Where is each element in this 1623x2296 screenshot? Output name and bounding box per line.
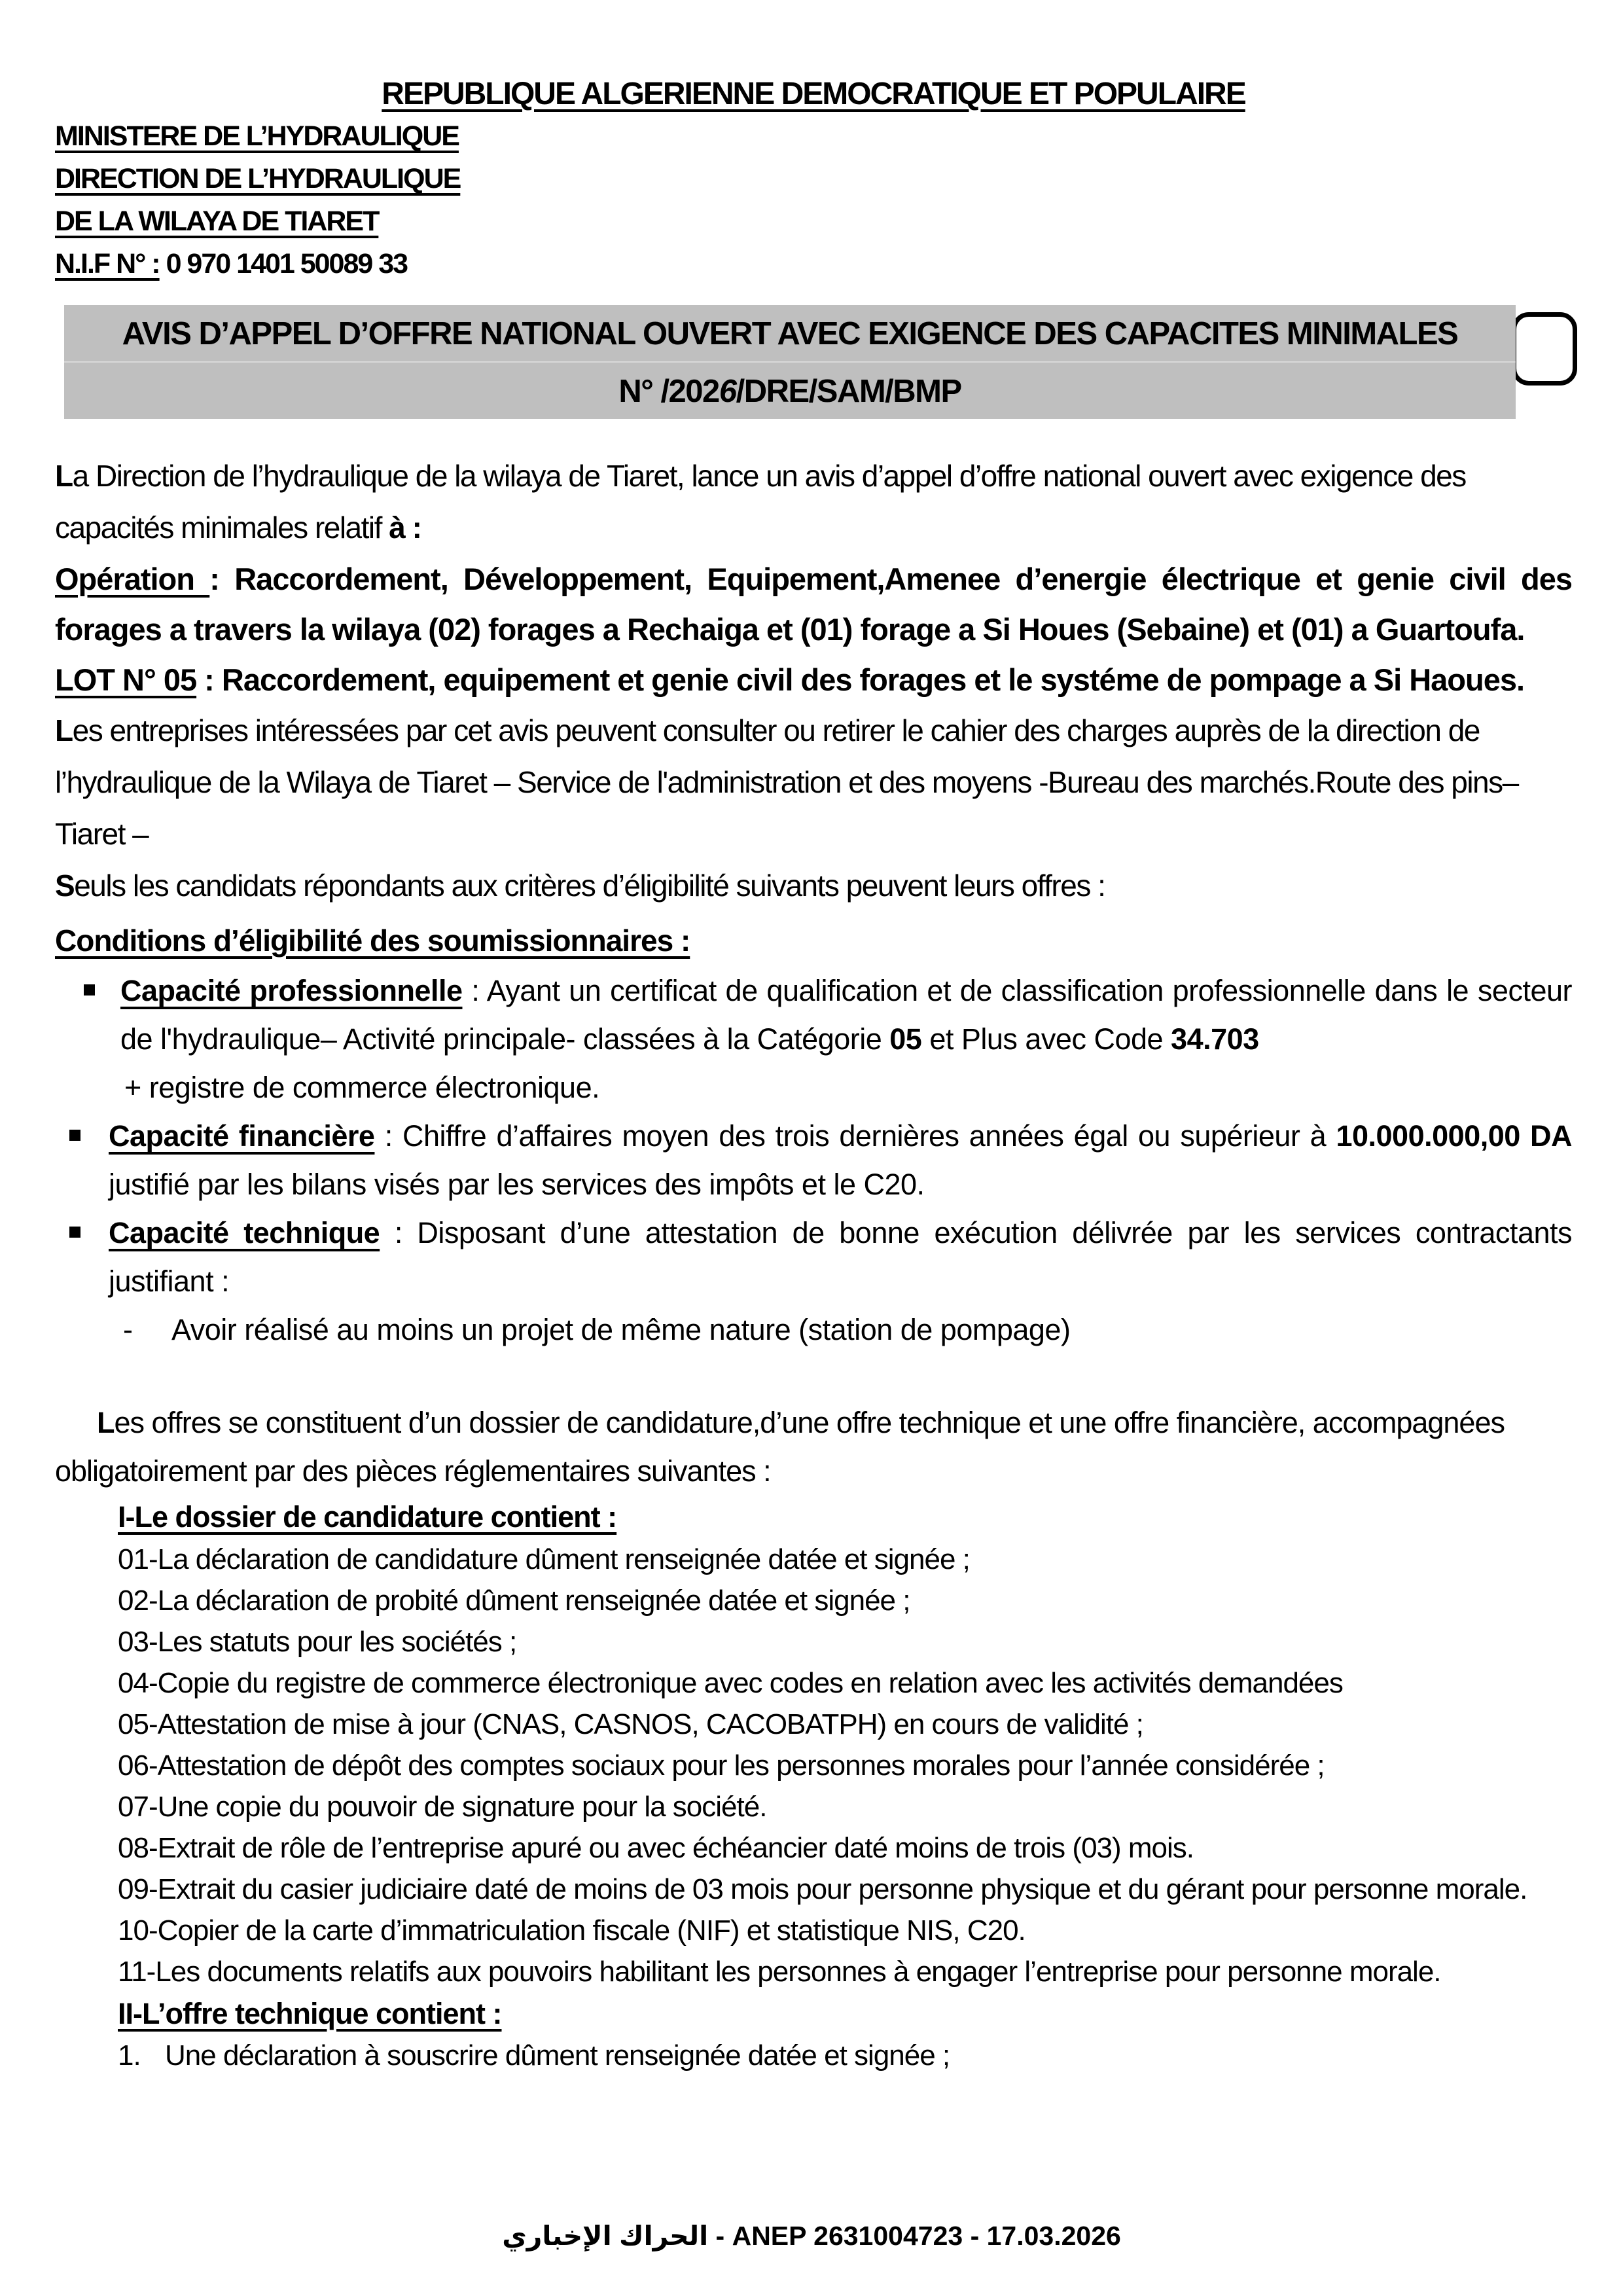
square-bullet-icon (69, 1130, 80, 1141)
nif-label: N.I.F N° : (55, 248, 160, 279)
square-bullet-icon (69, 1227, 80, 1238)
conditions-list (55, 967, 1572, 1306)
wilaya-line: DE LA WILAYA DE TIARET (55, 206, 379, 237)
list-item: 01-La déclaration de candidature dûment renseignée datée et signée ; (118, 1543, 970, 1575)
list-item: 02-La déclaration de probité dûment renseignée datée et signée ; (118, 1585, 910, 1617)
dash-sub-item: - Avoir réalisé au moins un projet de même nature (station de pompage) (123, 1313, 1071, 1346)
list-item: 10-Copier de la carte d’immatriculation fiscale (NIF) et statistique NIS, C20. (118, 1914, 1026, 1946)
notice-number: N° /2026/DRE/SAM/BMP (618, 374, 961, 409)
operation-label: Opération (55, 562, 210, 596)
list-item-capacite-technique: Capacité technique : Disposant d’une attestation de bonne exécution délivrée par les services contractants justifiant : (55, 1209, 1572, 1306)
list-item: 11-Les documents relatifs aux pouvoirs habilitant les personnes à engager l’entreprise pour personne morale. (118, 1956, 1441, 1988)
footer-arabic-text: الحراك الإخباري (502, 2221, 709, 2251)
list-item: 1. Une déclaration à souscrire dûment renseignée datée et signée ; (118, 2039, 950, 2072)
list-item: 07-Une copie du pouvoir de signature pour la société. (118, 1791, 767, 1823)
eligibility-note: Seuls les candidats répondants aux critères d’éligibilité suivants peuvent leurs offres : (55, 869, 1105, 903)
consult-paragraph: Les entreprises intéressées par cet avis peuvent consulter ou retirer le cahier des charges auprès de la direction de l’hydraulique de la Wilaya de Tiaret – Service de l'administration et des moyens -Bureau des marchés.Route des pins–Tiaret – (55, 713, 1518, 851)
notice-title: AVIS D’APPEL D’OFFRE NATIONAL OUVERT AVEC EXIGENCE DES CAPACITES MINIMALES (64, 305, 1516, 363)
operation-paragraph: Opération : Raccordement, Développement, Equipement,Amenee d’energie électrique et genie civil des forages a travers la wilaya (02) forages a Rechaiga et (01) forage a Si Houes (Sebaine) et (01) a Guartoufa. (55, 562, 1572, 647)
square-bullet-icon (84, 984, 95, 996)
list-item: 04-Copie du registre de commerce électronique avec codes en relation avec les activités demandées (118, 1667, 1343, 1699)
list-item: 05-Attestation de mise à jour (CNAS, CASNOS, CACOBATPH) en cours de validité ; (118, 1708, 1143, 1740)
footer-anep-line (0, 2220, 1623, 2251)
list-item: 09-Extrait du casier judiciaire daté de moins de 03 mois pour personne physique et du gérant pour personne morale. (118, 1873, 1527, 1905)
candidature-heading: I-Le dossier de candidature contient : (118, 1500, 617, 1534)
technical-heading: II-L’offre technique contient : (118, 1997, 502, 2030)
footer-anep-number: - ANEP 2631004723 - 17.03.2026 (708, 2221, 1121, 2251)
lot-label: LOT N° 05 (55, 662, 197, 697)
republic-title-text: REPUBLIQUE ALGERIENNE DEMOCRATIQUE ET POPULAIRE (382, 77, 1245, 111)
list-item: 03-Les statuts pour les sociétés ; (118, 1626, 517, 1658)
lot-paragraph: LOT N° 05 : Raccordement, equipement et genie civil des forages et le systéme de pompage a Si Haoues. (55, 662, 1525, 697)
list-item-capacite-financiere: Capacité financière : Chiffre d’affaires moyen des trois dernières années égal ou supérieur à 10.000.000,00 DA justifié par les bilans visés par les services des impôts et le C20. (55, 1112, 1572, 1209)
nif-value: 0 970 1401 50089 33 (159, 248, 408, 279)
candidature-list (118, 1539, 1572, 1992)
republic-title (55, 73, 1572, 115)
offers-paragraph: Les offres se constituent d’un dossier de candidature,d’une offre technique et une offre financière, accompagnées obligatoirement par des pièces réglementaires suivantes : (55, 1406, 1505, 1488)
conditions-heading: Conditions d’éligibilité des soumissionnaires : (55, 924, 690, 958)
direction-line: DIRECTION DE L’HYDRAULIQUE (55, 163, 461, 194)
nif-line (55, 243, 1572, 285)
registre-line: + registre de commerce électronique. (124, 1071, 600, 1104)
intro-paragraph: La Direction de l’hydraulique de la wilaya de Tiaret, lance un avis d’appel d’offre national ouvert avec exigence des capacités minimales relatif à : (55, 459, 1466, 545)
list-item-capacite-professionnelle: Capacité professionnelle : Ayant un certificat de qualification et de classification professionnelle dans le secteur de l'hydraulique– Activité principale- classées à la Catégorie 05 et Plus avec Code 34.703 + registre de commerce électronique. (55, 967, 1572, 1112)
technical-list (118, 2036, 1572, 2076)
list-item: 06-Attestation de dépôt des comptes sociaux pour les personnes morales pour l’année considérée ; (118, 1749, 1325, 1782)
notice-banner (64, 305, 1516, 419)
ministry-line: MINISTERE DE L’HYDRAULIQUE (55, 120, 459, 152)
rounded-rectangle-artifact (1512, 312, 1577, 386)
list-item: 08-Extrait de rôle de l’entreprise apuré ou avec échéancier daté moins de trois (03) mois. (118, 1832, 1194, 1864)
